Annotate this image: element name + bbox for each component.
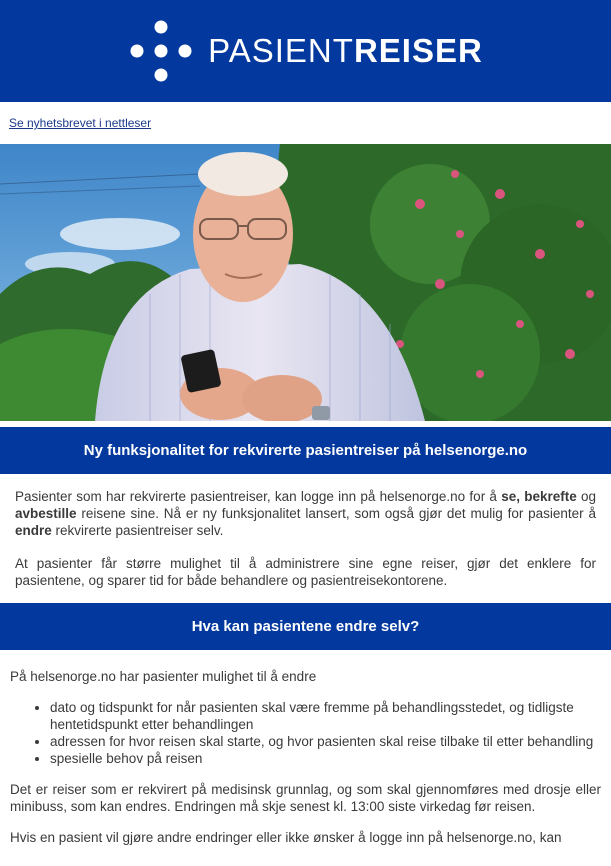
section1-heading: Ny funksjonalitet for rekvirerte pasientreiser på helsenorge.no [83,442,528,459]
p1-bold-change: endre [15,523,52,538]
dots-logo-icon [128,18,194,84]
list-item: • dato og tidspunkt for når pasienten skal være fremme på behandlingsstedet, og tidligste hentetidspunkt etter behandlingen [50,699,601,733]
section1-paragraph-1 [15,488,596,539]
p1-text-c: og [576,489,596,504]
p1-bold-see-confirm: se, bekrefte [501,489,577,504]
section2-heading: Hva kan pasientene endre selv? [191,618,420,635]
browser-link-row [0,102,611,144]
header-banner [0,0,611,102]
logo-text [208,32,483,70]
section2-heading-band [0,603,611,650]
view-in-browser-link[interactable]: Se nyhetsbrevet i nettleser [9,116,152,130]
hero-image [0,144,611,421]
list-item: • adressen for hvor reisen skal starte, og hvor pasienten skal reise tilbake til etter behandling [50,733,601,750]
section2-intro: På helsenorge.no har pasienter mulighet til å endre [10,669,317,684]
change-options-list [10,699,601,767]
p1-text-a: Pasienter som har rekvirerte pasientreiser, kan logge inn på helsenorge.no for å [15,489,502,504]
logo-text-light: PASIENT [208,32,354,69]
logo-text-bold: REISER [353,32,483,69]
p1-text-g: rekvirerte pasientreiser selv. [51,523,224,538]
pasientreiser-logo[interactable] [128,18,483,84]
section1-heading-band [0,427,611,474]
p1-text-e: reisene sine. Nå er ny funksjonalitet lansert, som også gjør det mulig for pasienter å [76,506,596,521]
section2-paragraph-2: Det er reiser som er rekvirert på medisinsk grunnlag, og som skal gjennomføres med drosje eller minibuss, som kan endres. Endringen må skje senest kl. 13:00 siste virkedag før reisen. [10,782,601,814]
list-item: • spesielle behov på reisen [50,750,601,767]
section2-body [0,650,611,846]
hero-photo-illustration [0,144,611,421]
section1-paragraph-2: At pasienter får større mulighet til å administrere sine egne reiser, gjør det enklere for pasientene, og sparer tid for både behandlere og pasientreisekontorene. [15,556,596,588]
section2-paragraph-3: Hvis en pasient vil gjøre andre endringer eller ikke ønsker å logge inn på helsenorge.no, kan [10,830,562,845]
section1-body [0,474,611,603]
p1-bold-cancel: avbestille [15,506,77,521]
